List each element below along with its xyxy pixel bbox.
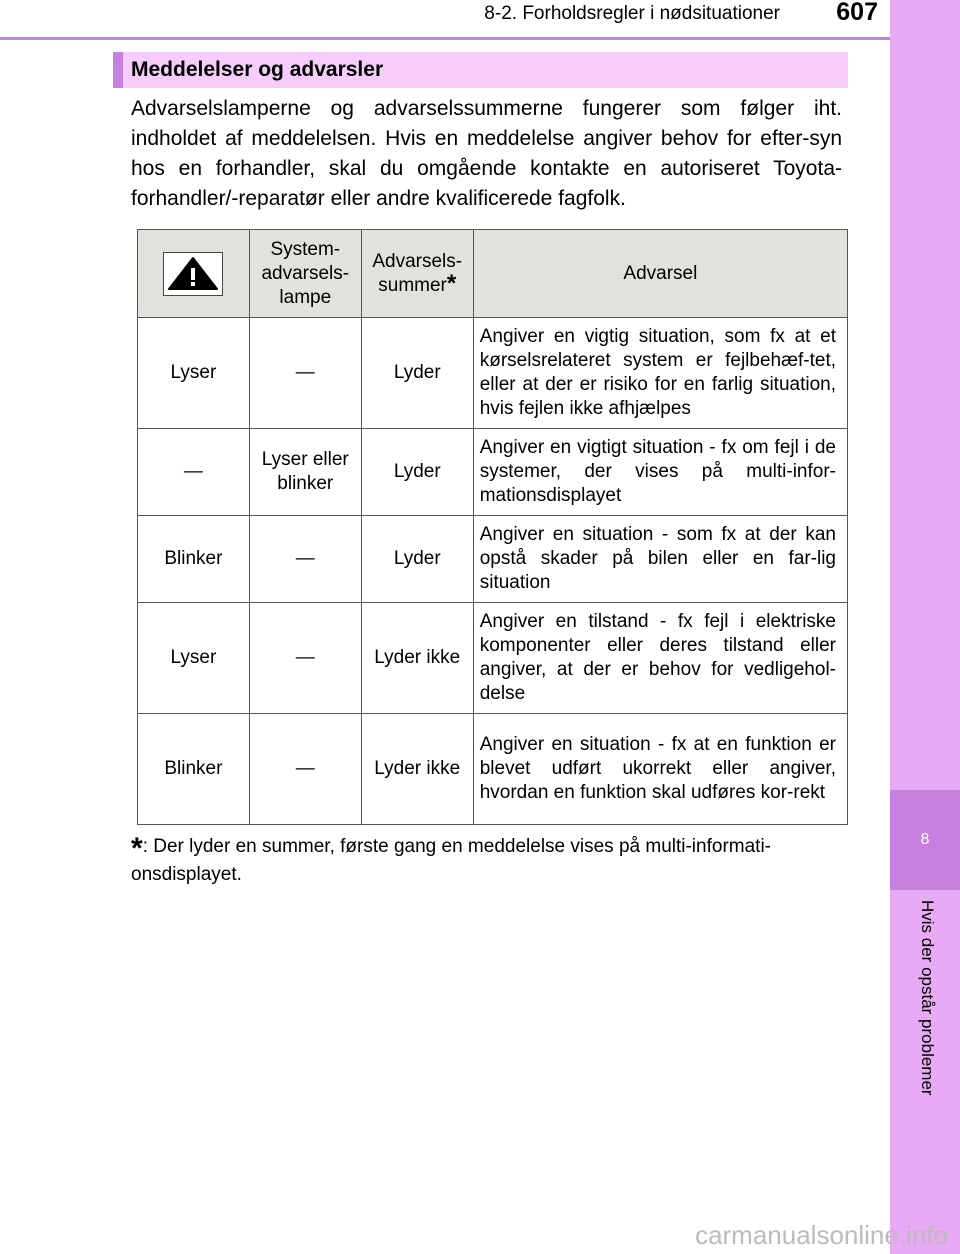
chapter-title: Hvis der opstår problemer xyxy=(918,900,937,1096)
buzzer-cell: Lyder ikke xyxy=(361,714,473,825)
page-header xyxy=(0,0,890,40)
footnote-text: : Der lyder en summer, første gang en meddelelse vises på multi-informati-onsdisplayet. xyxy=(131,836,771,885)
symbol-header xyxy=(138,230,250,318)
footnote-star: * xyxy=(131,832,143,865)
section-heading-text: Meddelelser og advarsler xyxy=(131,58,384,81)
symbol-cell: — xyxy=(138,429,250,516)
table-row xyxy=(138,516,848,603)
table-row xyxy=(138,429,848,516)
buzzer-cell: Lyder ikke xyxy=(361,603,473,714)
system-cell xyxy=(249,429,361,516)
buzzer-header-text: Advarsels-summer xyxy=(372,250,463,296)
system-lamp-header-text: System-advarsels-lampe xyxy=(261,238,350,308)
system-lamp-header xyxy=(249,230,361,318)
table-row xyxy=(138,714,848,825)
footnote-mark: * xyxy=(446,269,457,297)
system-cell-text: Lyser eller blinker xyxy=(261,449,349,494)
system-cell: — xyxy=(249,603,361,714)
warning-triangle-icon xyxy=(167,256,219,292)
symbol-cell: Lyser xyxy=(138,318,250,429)
warning-cell: Angiver en vigtig situation, som fx at et kørselsrelateret system er fejlbehæf-tet, eller at der er risiko for en farlig situation, hvis fejlen ikke afhjælpes xyxy=(473,318,847,429)
footnote xyxy=(131,834,842,888)
table-header-row xyxy=(138,230,848,318)
symbol-box xyxy=(163,252,223,296)
buzzer-cell: Lyder xyxy=(361,318,473,429)
symbol-cell: Blinker xyxy=(138,714,250,825)
chapter-tab xyxy=(890,790,960,890)
buzzer-cell: Lyder xyxy=(361,429,473,516)
watermark: carmanualsonline.info xyxy=(695,1220,948,1250)
warning-cell: Angiver en vigtigt situation - fx om fejl i de systemer, der vises på multi-infor-mationsdisplayet xyxy=(473,429,847,516)
intro-paragraph: Advarselslamperne og advarselssummerne fungerer som følger iht. indholdet af meddelelsen. Hvis en meddelelse angiver behov for efter-syn hos en forhandler, skal du omgående kontakte en autoriseret Toyota-forhandler/-reparatør eller andre kvalificerede fagfolk. xyxy=(131,97,842,210)
table-row xyxy=(138,603,848,714)
system-cell: — xyxy=(249,714,361,825)
buzzer-header xyxy=(361,230,473,318)
header-section-title: 8-2. Forholdsregler i nødsituationer xyxy=(484,3,780,24)
warning-cell: Angiver en situation - som fx at der kan opstå skader på bilen eller en far-lig situation xyxy=(473,516,847,603)
warning-cell: Angiver en situation - fx at en funktion er blevet udført ukorrekt eller angiver, hvordan en funktion skal udføres kor-rekt xyxy=(473,714,847,825)
warning-cell: Angiver en tilstand - fx fejl i elektriske komponenter eller deres tilstand eller angiver, at der er behov for vedligehol-delse xyxy=(473,603,847,714)
section-heading xyxy=(113,52,848,88)
system-cell: — xyxy=(249,318,361,429)
warning-header: Advarsel xyxy=(473,230,847,318)
symbol-cell: Blinker xyxy=(138,516,250,603)
page-number: 607 xyxy=(836,0,878,26)
chapter-number: 8 xyxy=(920,831,930,848)
warning-table xyxy=(137,229,848,825)
system-cell: — xyxy=(249,516,361,603)
buzzer-cell: Lyder xyxy=(361,516,473,603)
table-row xyxy=(138,318,848,429)
symbol-cell: Lyser xyxy=(138,603,250,714)
